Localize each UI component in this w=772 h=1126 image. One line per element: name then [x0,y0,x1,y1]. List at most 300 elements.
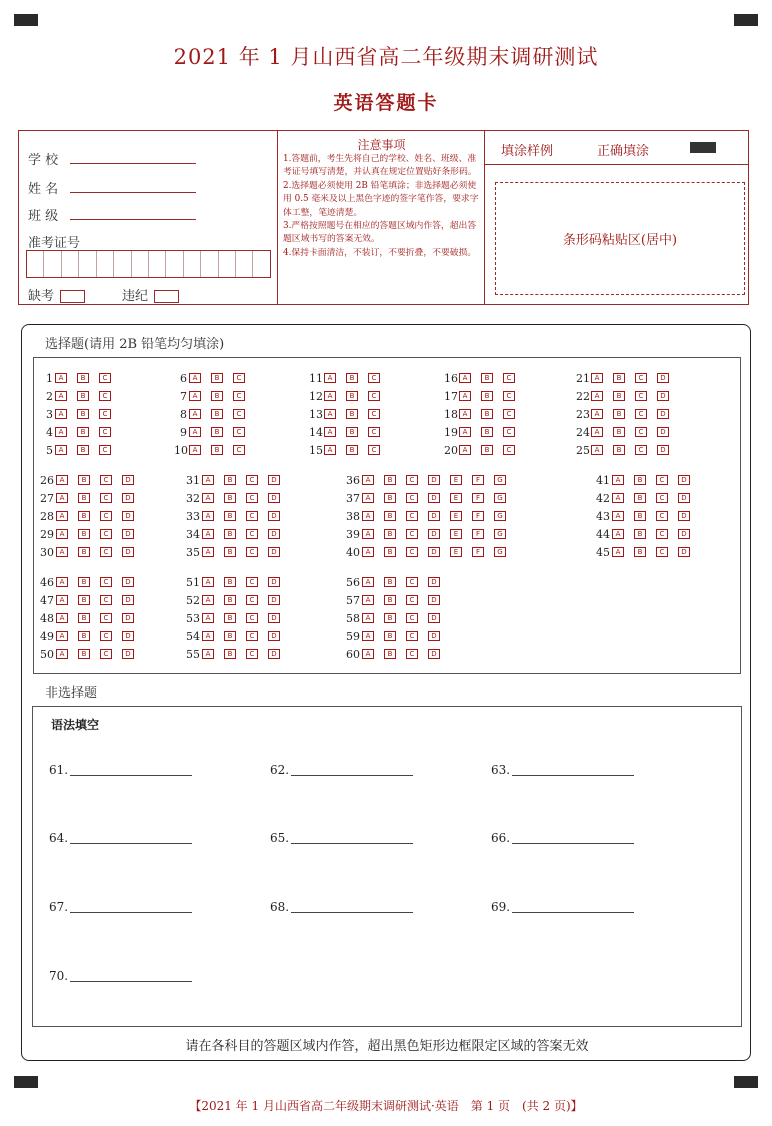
answer-blank-62[interactable] [270,763,413,777]
option-bubble-18-C[interactable]: C [503,409,515,419]
answer-blank-70[interactable] [49,969,192,983]
option-bubble-24-D[interactable]: D [657,427,669,437]
option-bubble-40-C[interactable]: C [406,547,418,557]
option-bubble-39-D[interactable]: D [428,529,440,539]
option-bubble-25-C[interactable]: C [635,445,647,455]
option-bubble-45-C[interactable]: C [656,547,668,557]
option-bubble-56-C[interactable]: C [406,577,418,587]
option-bubble-23-A[interactable]: A [591,409,603,419]
option-bubble-30-D[interactable]: D [122,547,134,557]
option-bubble-4-C[interactable]: C [99,427,111,437]
option-bubble-25-D[interactable]: D [657,445,669,455]
option-bubble-6-C[interactable]: C [233,373,245,383]
option-bubble-26-A[interactable]: A [56,475,68,485]
question-36 [344,474,516,486]
option-bubble-28-A[interactable]: A [56,511,68,521]
option-bubble-3-A[interactable]: A [55,409,67,419]
option-bubble-6-B[interactable]: B [211,373,223,383]
option-bubble-52-A[interactable]: A [202,595,214,605]
question-35 [184,546,290,558]
option-bubble-17-C[interactable]: C [503,391,515,401]
option-bubble-47-C[interactable]: C [100,595,112,605]
option-bubble-16-B[interactable]: B [481,373,493,383]
option-bubble-60-C[interactable]: C [406,649,418,659]
option-bubble-17-A[interactable]: A [459,391,471,401]
option-bubble-5-A[interactable]: A [55,445,67,455]
option-bubble-38-G[interactable]: G [494,511,506,521]
option-bubble-38-E[interactable]: E [450,511,462,521]
option-bubble-46-A[interactable]: A [56,577,68,587]
option-bubble-19-C[interactable]: C [503,427,515,437]
option-bubble-42-B[interactable]: B [634,493,646,503]
option-bubble-7-C[interactable]: C [233,391,245,401]
option-bubble-53-B[interactable]: B [224,613,236,623]
option-bubble-16-C[interactable]: C [503,373,515,383]
option-bubble-41-B[interactable]: B [634,475,646,485]
option-bubble-54-B[interactable]: B [224,631,236,641]
option-bubble-54-A[interactable]: A [202,631,214,641]
option-bubble-60-A[interactable]: A [362,649,374,659]
option-bubble-14-C[interactable]: C [368,427,380,437]
option-bubble-45-A[interactable]: A [612,547,624,557]
option-bubble-2-A[interactable]: A [55,391,67,401]
choice-section [33,357,741,674]
option-bubble-32-D[interactable]: D [268,493,280,503]
option-bubble-40-B[interactable]: B [384,547,396,557]
option-bubble-43-A[interactable]: A [612,511,624,521]
registration-mark [14,1076,38,1088]
question-number: 12 [309,389,323,403]
option-bubble-39-C[interactable]: C [406,529,418,539]
option-bubble-43-C[interactable]: C [656,511,668,521]
option-bubble-44-C[interactable]: C [656,529,668,539]
question-9 [174,426,255,438]
option-bubble-31-D[interactable]: D [268,475,280,485]
option-bubble-36-G[interactable]: G [494,475,506,485]
class-field[interactable] [28,205,58,224]
question-43 [594,510,700,522]
option-bubble-50-A[interactable]: A [56,649,68,659]
option-bubble-22-B[interactable]: B [613,391,625,401]
question-number: 44 [596,527,610,541]
option-bubble-8-C[interactable]: C [233,409,245,419]
option-bubble-49-B[interactable]: B [78,631,90,641]
question-number: 48 [40,611,54,625]
option-bubble-59-C[interactable]: C [406,631,418,641]
answer-blank-63[interactable] [491,763,634,777]
option-bubble-30-C[interactable]: C [100,547,112,557]
option-bubble-37-E[interactable]: E [450,493,462,503]
blank-number: 67. [49,900,69,914]
option-bubble-16-A[interactable]: A [459,373,471,383]
option-bubble-33-A[interactable]: A [202,511,214,521]
option-bubble-37-G[interactable]: G [494,493,506,503]
option-bubble-15-A[interactable]: A [324,445,336,455]
option-bubble-27-A[interactable]: A [56,493,68,503]
option-bubble-51-C[interactable]: C [246,577,258,587]
question-number: 30 [40,545,54,559]
option-bubble-48-B[interactable]: B [78,613,90,623]
option-bubble-24-A[interactable]: A [591,427,603,437]
option-bubble-58-B[interactable]: B [384,613,396,623]
option-bubble-12-A[interactable]: A [324,391,336,401]
option-bubble-24-C[interactable]: C [635,427,647,437]
option-bubble-38-F[interactable]: F [472,511,484,521]
option-bubble-53-C[interactable]: C [246,613,258,623]
option-bubble-56-D[interactable]: D [428,577,440,587]
question-14 [309,426,390,438]
question-number: 57 [346,593,360,607]
barcode-area[interactable]: 条形码粘贴区(居中) [495,182,745,295]
notes-title: 注意事项 [357,138,406,152]
option-bubble-34-A[interactable]: A [202,529,214,539]
option-bubble-9-B[interactable]: B [211,427,223,437]
option-bubble-14-B[interactable]: B [346,427,358,437]
option-bubble-46-C[interactable]: C [100,577,112,587]
option-bubble-36-C[interactable]: C [406,475,418,485]
option-bubble-29-C[interactable]: C [100,529,112,539]
option-bubble-30-B[interactable]: B [78,547,90,557]
question-41 [594,474,700,486]
option-bubble-41-D[interactable]: D [678,475,690,485]
option-bubble-47-D[interactable]: D [122,595,134,605]
question-number: 10 [174,443,188,457]
name-label: 姓 名 [28,182,59,197]
option-bubble-26-B[interactable]: B [78,475,90,485]
option-bubble-40-E[interactable]: E [450,547,462,557]
option-bubble-26-D[interactable]: D [122,475,134,485]
option-bubble-42-C[interactable]: C [656,493,668,503]
question-51 [184,576,290,588]
question-15 [309,444,390,456]
option-bubble-35-A[interactable]: A [202,547,214,557]
option-bubble-39-B[interactable]: B [384,529,396,539]
option-bubble-54-C[interactable]: C [246,631,258,641]
option-bubble-50-B[interactable]: B [78,649,90,659]
option-bubble-43-B[interactable]: B [634,511,646,521]
option-bubble-44-A[interactable]: A [612,529,624,539]
name-field[interactable] [28,178,58,197]
answer-blank-68[interactable] [270,900,413,914]
option-bubble-55-B[interactable]: B [224,649,236,659]
question-48 [38,612,144,624]
option-bubble-37-A[interactable]: A [362,493,374,503]
question-number: 34 [186,527,200,541]
question-number: 19 [444,425,458,439]
option-bubble-57-B[interactable]: B [384,595,396,605]
option-bubble-38-A[interactable]: A [362,511,374,521]
option-bubble-35-D[interactable]: D [268,547,280,557]
option-bubble-30-A[interactable]: A [56,547,68,557]
exam-id-grid[interactable] [26,250,271,278]
option-bubble-15-B[interactable]: B [346,445,358,455]
option-bubble-32-B[interactable]: B [224,493,236,503]
notes-list [283,153,481,260]
option-bubble-11-C[interactable]: C [368,373,380,383]
question-number: 54 [186,629,200,643]
option-bubble-36-D[interactable]: D [428,475,440,485]
option-bubble-36-A[interactable]: A [362,475,374,485]
option-bubble-45-D[interactable]: D [678,547,690,557]
option-bubble-7-B[interactable]: B [211,391,223,401]
option-bubble-3-B[interactable]: B [77,409,89,419]
option-bubble-56-A[interactable]: A [362,577,374,587]
option-bubble-33-B[interactable]: B [224,511,236,521]
question-number: 32 [186,491,200,505]
option-bubble-46-D[interactable]: D [122,577,134,587]
answer-blank-66[interactable] [491,831,634,845]
option-bubble-19-B[interactable]: B [481,427,493,437]
option-bubble-60-B[interactable]: B [384,649,396,659]
answer-blank-67[interactable] [49,900,192,914]
option-bubble-39-F[interactable]: F [472,529,484,539]
option-bubble-33-D[interactable]: D [268,511,280,521]
option-bubble-20-A[interactable]: A [459,445,471,455]
option-bubble-35-C[interactable]: C [246,547,258,557]
option-bubble-59-B[interactable]: B [384,631,396,641]
option-bubble-15-C[interactable]: C [368,445,380,455]
option-bubble-6-A[interactable]: A [189,373,201,383]
option-bubble-9-C[interactable]: C [233,427,245,437]
option-bubble-33-C[interactable]: C [246,511,258,521]
option-bubble-58-C[interactable]: C [406,613,418,623]
option-bubble-21-B[interactable]: B [613,373,625,383]
answer-blank-64[interactable] [49,831,192,845]
option-bubble-28-D[interactable]: D [122,511,134,521]
answer-blank-65[interactable] [270,831,413,845]
option-bubble-59-D[interactable]: D [428,631,440,641]
option-bubble-23-D[interactable]: D [657,409,669,419]
option-bubble-51-A[interactable]: A [202,577,214,587]
question-31 [184,474,290,486]
option-bubble-29-D[interactable]: D [122,529,134,539]
answer-blank-61[interactable] [49,763,192,777]
option-bubble-40-G[interactable]: G [494,547,506,557]
option-bubble-21-A[interactable]: A [591,373,603,383]
option-bubble-7-A[interactable]: A [189,391,201,401]
option-bubble-28-C[interactable]: C [100,511,112,521]
question-7 [174,390,255,402]
option-bubble-52-B[interactable]: B [224,595,236,605]
option-bubble-1-B[interactable]: B [77,373,89,383]
registration-mark [734,1076,758,1088]
option-bubble-34-B[interactable]: B [224,529,236,539]
option-bubble-56-B[interactable]: B [384,577,396,587]
option-bubble-37-F[interactable]: F [472,493,484,503]
option-bubble-5-B[interactable]: B [77,445,89,455]
option-bubble-55-D[interactable]: D [268,649,280,659]
option-bubble-29-A[interactable]: A [56,529,68,539]
option-bubble-32-C[interactable]: C [246,493,258,503]
option-bubble-22-C[interactable]: C [635,391,647,401]
option-bubble-1-A[interactable]: A [55,373,67,383]
option-bubble-59-A[interactable]: A [362,631,374,641]
option-bubble-8-A[interactable]: A [189,409,201,419]
option-bubble-13-C[interactable]: C [368,409,380,419]
question-number: 53 [186,611,200,625]
option-bubble-45-B[interactable]: B [634,547,646,557]
option-bubble-60-D[interactable]: D [428,649,440,659]
option-bubble-3-C[interactable]: C [99,409,111,419]
option-bubble-40-D[interactable]: D [428,547,440,557]
option-bubble-26-C[interactable]: C [100,475,112,485]
option-bubble-44-D[interactable]: D [678,529,690,539]
question-4 [40,426,121,438]
question-number: 17 [444,389,458,403]
option-bubble-2-C[interactable]: C [99,391,111,401]
option-bubble-27-B[interactable]: B [78,493,90,503]
option-bubble-37-D[interactable]: D [428,493,440,503]
option-bubble-35-B[interactable]: B [224,547,236,557]
option-bubble-38-D[interactable]: D [428,511,440,521]
note-item: 1.答题前，考生先将自己的学校、姓名、班级、准考证号填写清楚，并认真在规定位置贴好条形码。 [283,154,477,178]
option-bubble-12-B[interactable]: B [346,391,358,401]
option-bubble-10-B[interactable]: B [211,445,223,455]
option-bubble-34-D[interactable]: D [268,529,280,539]
question-number: 26 [40,473,54,487]
option-bubble-22-A[interactable]: A [591,391,603,401]
option-bubble-4-A[interactable]: A [55,427,67,437]
option-bubble-41-A[interactable]: A [612,475,624,485]
option-bubble-10-A[interactable]: A [189,445,201,455]
option-bubble-32-A[interactable]: A [202,493,214,503]
option-bubble-21-C[interactable]: C [635,373,647,383]
option-bubble-19-A[interactable]: A [459,427,471,437]
option-bubble-57-C[interactable]: C [406,595,418,605]
student-info [19,131,278,304]
option-bubble-51-D[interactable]: D [268,577,280,587]
absent-box[interactable] [60,290,85,303]
option-bubble-22-D[interactable]: D [657,391,669,401]
option-bubble-27-D[interactable]: D [122,493,134,503]
option-bubble-58-D[interactable]: D [428,613,440,623]
option-bubble-10-C[interactable]: C [233,445,245,455]
question-number: 16 [444,371,458,385]
option-bubble-39-E[interactable]: E [450,529,462,539]
option-bubble-52-D[interactable]: D [268,595,280,605]
option-bubble-8-B[interactable]: B [211,409,223,419]
correct-fill-label: 正确填涂 [597,144,650,159]
option-bubble-52-C[interactable]: C [246,595,258,605]
option-bubble-43-D[interactable]: D [678,511,690,521]
option-bubble-31-B[interactable]: B [224,475,236,485]
option-bubble-18-B[interactable]: B [481,409,493,419]
option-bubble-47-B[interactable]: B [78,595,90,605]
option-bubble-31-A[interactable]: A [202,475,214,485]
option-bubble-11-A[interactable]: A [324,373,336,383]
option-bubble-57-A[interactable]: A [362,595,374,605]
option-bubble-23-C[interactable]: C [635,409,647,419]
option-bubble-31-C[interactable]: C [246,475,258,485]
question-number: 50 [40,647,54,661]
option-bubble-14-A[interactable]: A [324,427,336,437]
option-bubble-4-B[interactable]: B [77,427,89,437]
question-11 [309,372,390,384]
question-57 [344,594,450,606]
option-bubble-20-C[interactable]: C [503,445,515,455]
option-bubble-40-A[interactable]: A [362,547,374,557]
option-bubble-57-D[interactable]: D [428,595,440,605]
option-bubble-55-C[interactable]: C [246,649,258,659]
option-bubble-2-B[interactable]: B [77,391,89,401]
violation-box[interactable] [154,290,179,303]
option-bubble-13-A[interactable]: A [324,409,336,419]
option-bubble-41-C[interactable]: C [656,475,668,485]
option-bubble-37-B[interactable]: B [384,493,396,503]
option-bubble-29-B[interactable]: B [78,529,90,539]
option-bubble-40-F[interactable]: F [472,547,484,557]
question-27 [38,492,144,504]
option-bubble-21-D[interactable]: D [657,373,669,383]
option-bubble-20-B[interactable]: B [481,445,493,455]
option-bubble-48-C[interactable]: C [100,613,112,623]
question-number: 42 [596,491,610,505]
option-bubble-54-D[interactable]: D [268,631,280,641]
info-panel [18,130,749,305]
option-bubble-42-D[interactable]: D [678,493,690,503]
option-bubble-44-B[interactable]: B [634,529,646,539]
option-bubble-39-G[interactable]: G [494,529,506,539]
option-bubble-48-D[interactable]: D [122,613,134,623]
option-bubble-27-C[interactable]: C [100,493,112,503]
option-bubble-36-B[interactable]: B [384,475,396,485]
option-bubble-25-A[interactable]: A [591,445,603,455]
question-45 [594,546,700,558]
option-bubble-55-A[interactable]: A [202,649,214,659]
option-bubble-37-C[interactable]: C [406,493,418,503]
absent-field[interactable] [28,285,85,304]
option-bubble-23-B[interactable]: B [613,409,625,419]
option-bubble-49-A[interactable]: A [56,631,68,641]
option-bubble-5-C[interactable]: C [99,445,111,455]
question-number: 21 [576,371,590,385]
option-bubble-42-A[interactable]: A [612,493,624,503]
answer-blank-69[interactable] [491,900,634,914]
option-bubble-38-B[interactable]: B [384,511,396,521]
school-field[interactable] [28,149,58,168]
option-bubble-49-D[interactable]: D [122,631,134,641]
option-bubble-9-A[interactable]: A [189,427,201,437]
option-bubble-39-A[interactable]: A [362,529,374,539]
violation-field[interactable] [122,285,179,304]
option-bubble-49-C[interactable]: C [100,631,112,641]
option-bubble-11-B[interactable]: B [346,373,358,383]
option-bubble-25-B[interactable]: B [613,445,625,455]
option-bubble-58-A[interactable]: A [362,613,374,623]
question-number: 27 [40,491,54,505]
option-bubble-28-B[interactable]: B [78,511,90,521]
option-bubble-34-C[interactable]: C [246,529,258,539]
option-bubble-50-D[interactable]: D [122,649,134,659]
option-bubble-50-C[interactable]: C [100,649,112,659]
option-bubble-18-A[interactable]: A [459,409,471,419]
option-bubble-36-F[interactable]: F [472,475,484,485]
option-bubble-53-A[interactable]: A [202,613,214,623]
option-bubble-46-B[interactable]: B [78,577,90,587]
blank-number: 64. [49,831,69,845]
option-bubble-1-C[interactable]: C [99,373,111,383]
option-bubble-17-B[interactable]: B [481,391,493,401]
option-bubble-12-C[interactable]: C [368,391,380,401]
option-bubble-13-B[interactable]: B [346,409,358,419]
option-bubble-51-B[interactable]: B [224,577,236,587]
option-bubble-38-C[interactable]: C [406,511,418,521]
option-bubble-48-A[interactable]: A [56,613,68,623]
option-bubble-53-D[interactable]: D [268,613,280,623]
option-bubble-47-A[interactable]: A [56,595,68,605]
option-bubble-24-B[interactable]: B [613,427,625,437]
option-bubble-36-E[interactable]: E [450,475,462,485]
